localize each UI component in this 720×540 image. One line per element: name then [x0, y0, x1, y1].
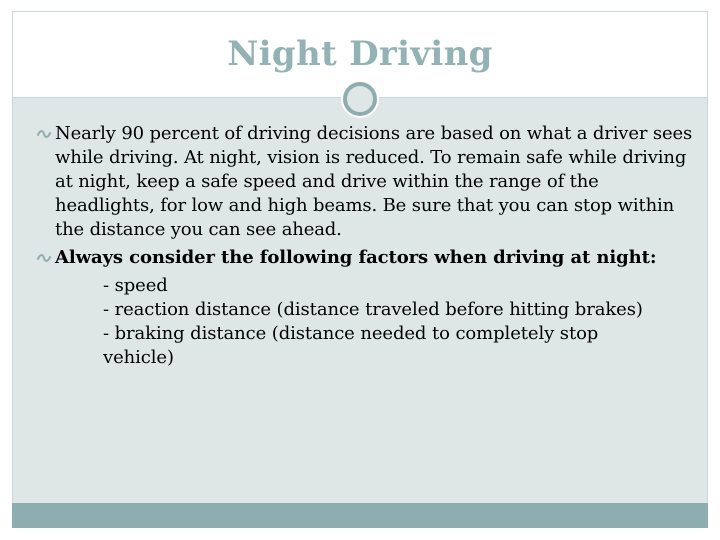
wave-bullet-icon [37, 246, 51, 270]
slide-body [37, 122, 697, 370]
sub-item: - braking distance (distance needed to completely stop vehicle) [103, 323, 599, 368]
bullet-text: Always consider the following factors when driving at night: [55, 247, 657, 268]
wave-bullet-icon [37, 122, 51, 146]
slide-title: Night Driving [227, 34, 493, 74]
divider-circle-icon [343, 82, 377, 116]
sub-item: - speed [103, 275, 168, 296]
bullet-item [37, 122, 697, 242]
bullet-item [37, 246, 697, 270]
footer-bar [12, 503, 708, 528]
sub-item: - reaction distance (distance traveled before hitting brakes) [103, 299, 643, 320]
bullet-text: Nearly 90 percent of driving decisions are based on what a driver sees while driving. At night, vision is reduced. To remain safe while driving at night, keep a safe speed and drive within the range of the headlights, for low and high beams. Be sure that you can stop within the distance you can see ahead. [55, 123, 693, 240]
